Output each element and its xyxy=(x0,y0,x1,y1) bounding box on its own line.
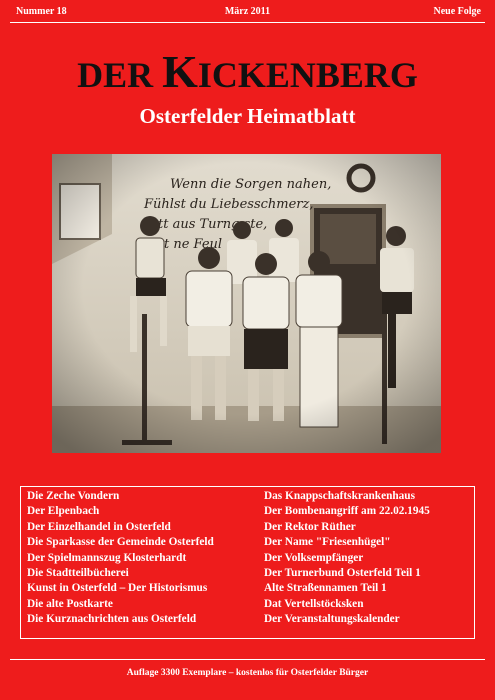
toc-item: Der Spielmannszug Klosterhardt xyxy=(27,551,187,564)
toc-item: Die Kurznachrichten aus Osterfeld xyxy=(27,613,197,626)
issue-date: März 2011 xyxy=(224,6,271,17)
header-top-rule xyxy=(10,22,485,23)
toc-item: Dat Vertellstöcksken xyxy=(264,597,364,610)
table-of-contents xyxy=(20,486,475,639)
footer-note: Auflage 3300 Exemplare – kostenlos für Osterfelder Bürger xyxy=(126,668,369,678)
toc-item: Der Veranstaltungskalender xyxy=(264,613,400,626)
title-initial: K xyxy=(162,46,198,97)
toc-item: Das Knappschaftskrankenhaus xyxy=(264,490,415,502)
toc-item: Kunst in Osterfeld – Der Historismus xyxy=(27,582,208,595)
toc-item: Alte Straßennamen Teil 1 xyxy=(264,582,387,595)
toc-right-column xyxy=(264,489,430,628)
toc-item: Der Name "Friesenhügel" xyxy=(264,536,391,549)
photo-vignette xyxy=(52,154,441,453)
issue-number: Nummer 18 xyxy=(16,6,67,17)
toc-left-column xyxy=(27,489,214,628)
toc-item: Der Bombenangriff am 22.02.1945 xyxy=(264,505,430,518)
toc-item: Die alte Postkarte xyxy=(27,597,113,610)
toc-item: Die Zeche Vondern xyxy=(27,490,120,502)
toc-item: Der Elpenbach xyxy=(27,505,100,518)
masthead-subtitle: Osterfelder Heimatblatt xyxy=(139,104,356,128)
toc-item: Die Sparkasse der Gemeinde Osterfeld xyxy=(27,536,214,549)
series-label: Neue Folge xyxy=(433,6,481,17)
gymnasts-photo-illustration xyxy=(52,154,441,453)
footer-rule xyxy=(10,659,485,660)
cover-photo xyxy=(52,154,441,453)
title-prefix: DER xyxy=(77,55,163,95)
title-rest: ICKENBERG xyxy=(197,55,418,95)
toc-item: Der Rektor Rüther xyxy=(264,520,356,533)
toc-item: Der Volksempfänger xyxy=(264,551,364,564)
toc-item: Der Einzelhandel in Osterfeld xyxy=(27,520,171,533)
toc-item: Der Turnerbund Osterfeld Teil 1 xyxy=(264,567,421,580)
masthead-title xyxy=(0,46,495,97)
toc-item: Die Stadtteilbücherei xyxy=(27,567,129,580)
